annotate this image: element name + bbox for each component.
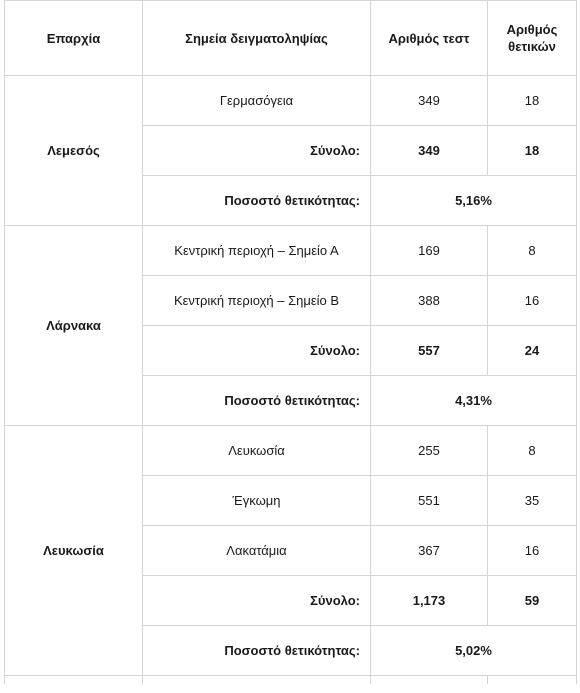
- table-row-cutoff: [5, 676, 577, 685]
- total-positives: 59: [488, 576, 577, 626]
- tests-cell: 349: [371, 76, 488, 126]
- total-positives: 18: [488, 126, 577, 176]
- total-label: Σύνολο:: [143, 326, 371, 376]
- total-positives: 24: [488, 326, 577, 376]
- positivity-value: 4,31%: [371, 376, 577, 426]
- header-sampling-points: Σημεία δειγματοληψίας: [143, 1, 371, 76]
- header-district: Επαρχία: [5, 1, 143, 76]
- positives-cell: 8: [488, 426, 577, 476]
- district-cell: Λεμεσός: [5, 76, 143, 226]
- positivity-label: Ποσοστό θετικότητας:: [143, 626, 371, 676]
- header-row: [5, 1, 577, 76]
- positives-cell: 16: [488, 526, 577, 576]
- testing-results-table: [4, 0, 577, 684]
- sampling-point-cell: Κεντρική περιοχή – Σημείο Β: [143, 276, 371, 326]
- positives-cell: 16: [488, 276, 577, 326]
- district-cell: Λάρνακα: [5, 226, 143, 426]
- total-label: Σύνολο:: [143, 576, 371, 626]
- table-row: [5, 226, 577, 276]
- tests-cell: 551: [371, 476, 488, 526]
- sampling-point-cell: Λακατάμια: [143, 526, 371, 576]
- sampling-point-cell: Γερμασόγεια: [143, 76, 371, 126]
- district-cell: Λευκωσία: [5, 426, 143, 676]
- positives-cell: 35: [488, 476, 577, 526]
- table-row: [5, 426, 577, 476]
- header-tests: Αριθμός τεστ: [371, 1, 488, 76]
- positivity-label: Ποσοστό θετικότητας:: [143, 376, 371, 426]
- total-tests: 349: [371, 126, 488, 176]
- positivity-value: 5,16%: [371, 176, 577, 226]
- positives-cell: 18: [488, 76, 577, 126]
- positives-cell: 8: [488, 226, 577, 276]
- sampling-point-cell: Έγκωμη: [143, 476, 371, 526]
- total-tests: 1,173: [371, 576, 488, 626]
- tests-cell: 255: [371, 426, 488, 476]
- sampling-point-cell: Κεντρική περιοχή – Σημείο Α: [143, 226, 371, 276]
- sampling-point-cell: Λευκωσία: [143, 426, 371, 476]
- header-positives: Αριθμός θετικών: [488, 1, 577, 76]
- positivity-value: 5,02%: [371, 626, 577, 676]
- total-tests: 557: [371, 326, 488, 376]
- tests-cell: 388: [371, 276, 488, 326]
- tests-cell: 169: [371, 226, 488, 276]
- positivity-label: Ποσοστό θετικότητας:: [143, 176, 371, 226]
- tests-cell: 367: [371, 526, 488, 576]
- total-label: Σύνολο:: [143, 126, 371, 176]
- table-row: [5, 76, 577, 126]
